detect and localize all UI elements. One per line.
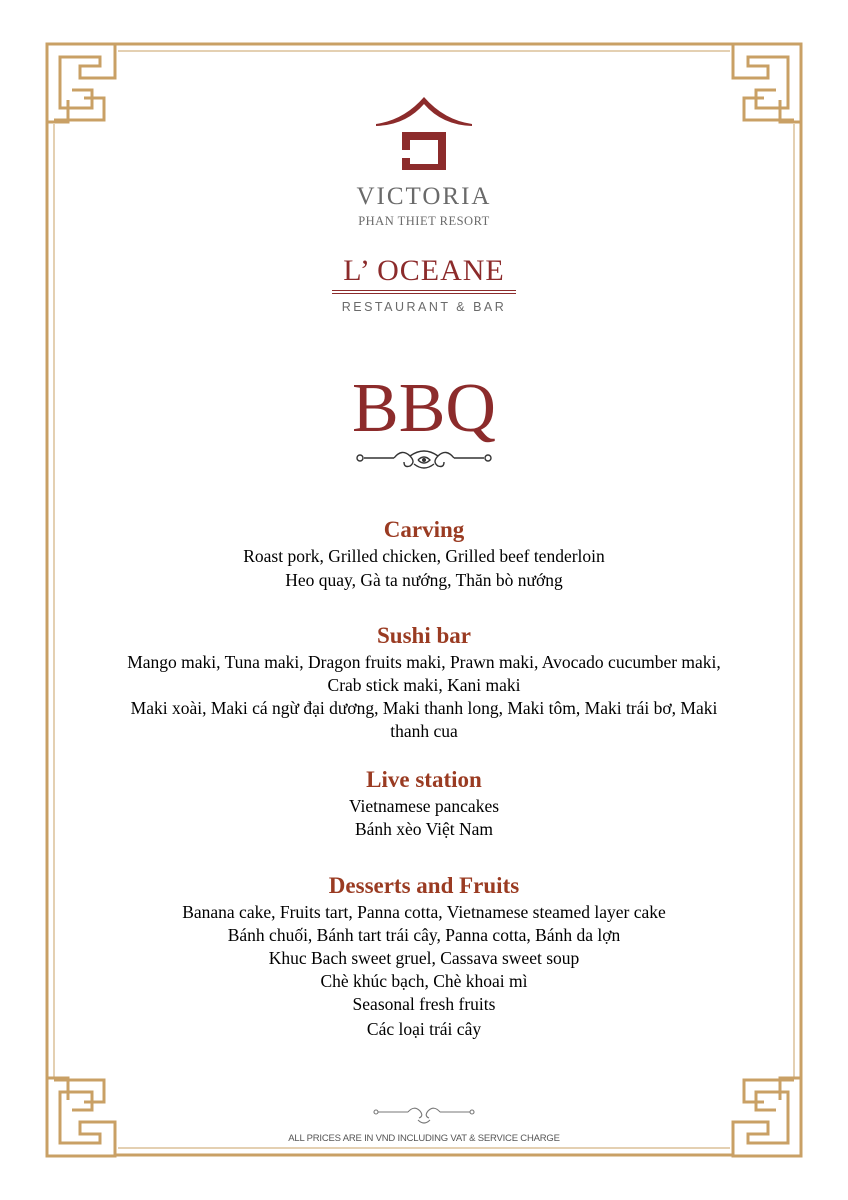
- section-heading: Sushi bar: [377, 623, 471, 648]
- victoria-roof-logo-icon: [374, 94, 474, 174]
- brand-name: VICTORIA: [356, 183, 492, 210]
- menu-line: Roast pork, Grilled chicken, Grilled beef tenderloin: [243, 546, 605, 566]
- menu-line: Heo quay, Gà ta nướng, Thăn bò nướng: [285, 570, 563, 590]
- section-heading: Desserts and Fruits: [328, 873, 520, 898]
- footer-ornament-icon: [372, 1102, 476, 1126]
- restaurant-name: L’ OCEANE: [343, 254, 505, 287]
- menu-line: Bánh xèo Việt Nam: [354, 819, 494, 839]
- scroll-ornament-icon: [354, 444, 494, 476]
- menu-line: Banana cake, Fruits tart, Panna cotta, Vietnamese steamed layer cake: [182, 902, 666, 922]
- menu-line: Maki xoài, Maki cá ngừ đại dương, Maki thanh long, Maki tôm, Maki trái bơ, Maki: [130, 698, 718, 718]
- menu-title: BBQ: [352, 370, 496, 447]
- brand-subtitle: PHAN THIET RESORT: [358, 214, 490, 228]
- restaurant-subtitle: RESTAURANT & BAR: [341, 300, 507, 314]
- menu-line: Vietnamese pancakes: [348, 796, 500, 816]
- corner-fret-top-left: [47, 44, 115, 122]
- menu-line: Chè khúc bạch, Chè khoai mì: [320, 971, 528, 991]
- corner-fret-top-right: [733, 44, 801, 122]
- section-heading: Carving: [383, 517, 465, 542]
- menu-line: Các loại trái cây: [366, 1019, 482, 1039]
- section-heading: Live station: [366, 767, 482, 792]
- menu-line: Seasonal fresh fruits: [352, 994, 496, 1014]
- menu-line: Mango maki, Tuna maki, Dragon fruits maki, Prawn maki, Avocado cucumber maki,: [127, 652, 721, 672]
- menu-line: Crab stick maki, Kani maki: [327, 675, 521, 695]
- restaurant-divider: [332, 290, 516, 291]
- corner-fret-bottom-left: [47, 1078, 115, 1156]
- corner-fret-bottom-right: [733, 1078, 801, 1156]
- restaurant-divider-secondary: [332, 293, 516, 294]
- menu-line: Bánh chuối, Bánh tart trái cây, Panna cotta, Bánh da lợn: [227, 925, 621, 945]
- footer-price-note: ALL PRICES ARE IN VND INCLUDING VAT & SERVICE CHARGE: [288, 1133, 560, 1144]
- menu-line: thanh cua: [390, 721, 458, 741]
- menu-line: Khuc Bach sweet gruel, Cassava sweet soup: [268, 948, 580, 968]
